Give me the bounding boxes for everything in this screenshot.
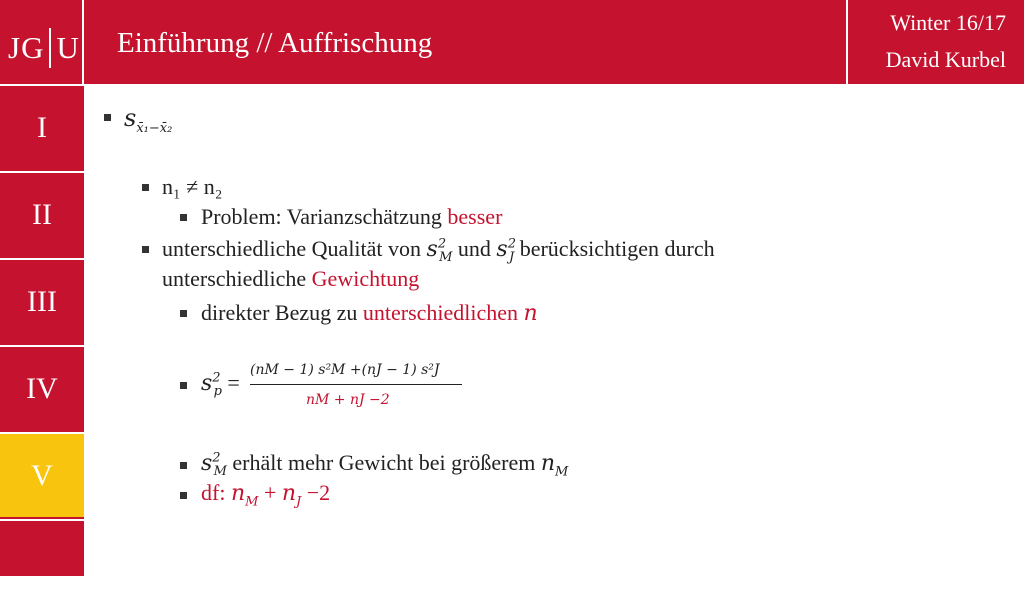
bullet-square bbox=[180, 492, 187, 499]
logo-right: U bbox=[56, 30, 80, 65]
sidebar-item-empty bbox=[0, 519, 84, 604]
logo-divider bbox=[49, 28, 51, 68]
sidebar-item-2[interactable]: II bbox=[0, 171, 84, 256]
bullet-6-lhs: $s^2_p$ = bbox=[201, 370, 240, 400]
sidebar-item-5[interactable]: V bbox=[0, 432, 84, 517]
slide-title: Einführung // Auffrischung bbox=[117, 27, 433, 59]
sidebar-item-1[interactable]: I bbox=[0, 84, 84, 169]
bullet-1: $s_{x̄_1-x̄_2}$ bbox=[124, 104, 173, 136]
chapter-sidebar bbox=[0, 84, 84, 576]
fraction-rule bbox=[250, 384, 462, 385]
bullet-4-line-1: unterschiedliche Qualität von $s^2_M$ und $s^2_J$ berücksichtigen durch bbox=[162, 236, 715, 266]
bullet-7: $s^2_M$ erhält mehr Gewicht bei größerem $n_M$ bbox=[201, 450, 569, 480]
term-label: Winter 16/17 bbox=[890, 10, 1006, 35]
bullet-square bbox=[142, 184, 149, 191]
author-label: David Kurbel bbox=[885, 47, 1006, 72]
bullet-square bbox=[180, 462, 187, 469]
sidebar-item-4[interactable]: IV bbox=[0, 345, 84, 430]
bullet-square bbox=[180, 382, 187, 389]
bullet-8: df: $n_M + n_J -2$ bbox=[201, 480, 331, 510]
fraction-denominator: nM + nJ −2 bbox=[306, 392, 390, 408]
logo-box bbox=[0, 0, 84, 84]
jgu-logo bbox=[8, 28, 80, 68]
bullet-5: direkter Bezug zu unterschiedlichen n bbox=[201, 300, 538, 326]
bullet-square bbox=[142, 246, 149, 253]
logo-left: JG bbox=[8, 30, 45, 65]
bullet-4-line-2: unterschiedliche Gewichtung bbox=[162, 266, 420, 291]
bullet-square bbox=[104, 114, 111, 121]
fraction-numerator: (nM − 1) s²M +(nJ − 1) s²J bbox=[250, 362, 440, 378]
header-bar bbox=[0, 0, 1024, 84]
meta-box bbox=[846, 0, 1024, 84]
sidebar-item-3[interactable]: III bbox=[0, 258, 84, 343]
bullet-square bbox=[180, 310, 187, 317]
bullet-square bbox=[180, 214, 187, 221]
bullet-3: Problem: Varianzschätzung besser bbox=[201, 204, 503, 229]
bullet-2: n₁ ≠ n₂ bbox=[162, 174, 223, 199]
